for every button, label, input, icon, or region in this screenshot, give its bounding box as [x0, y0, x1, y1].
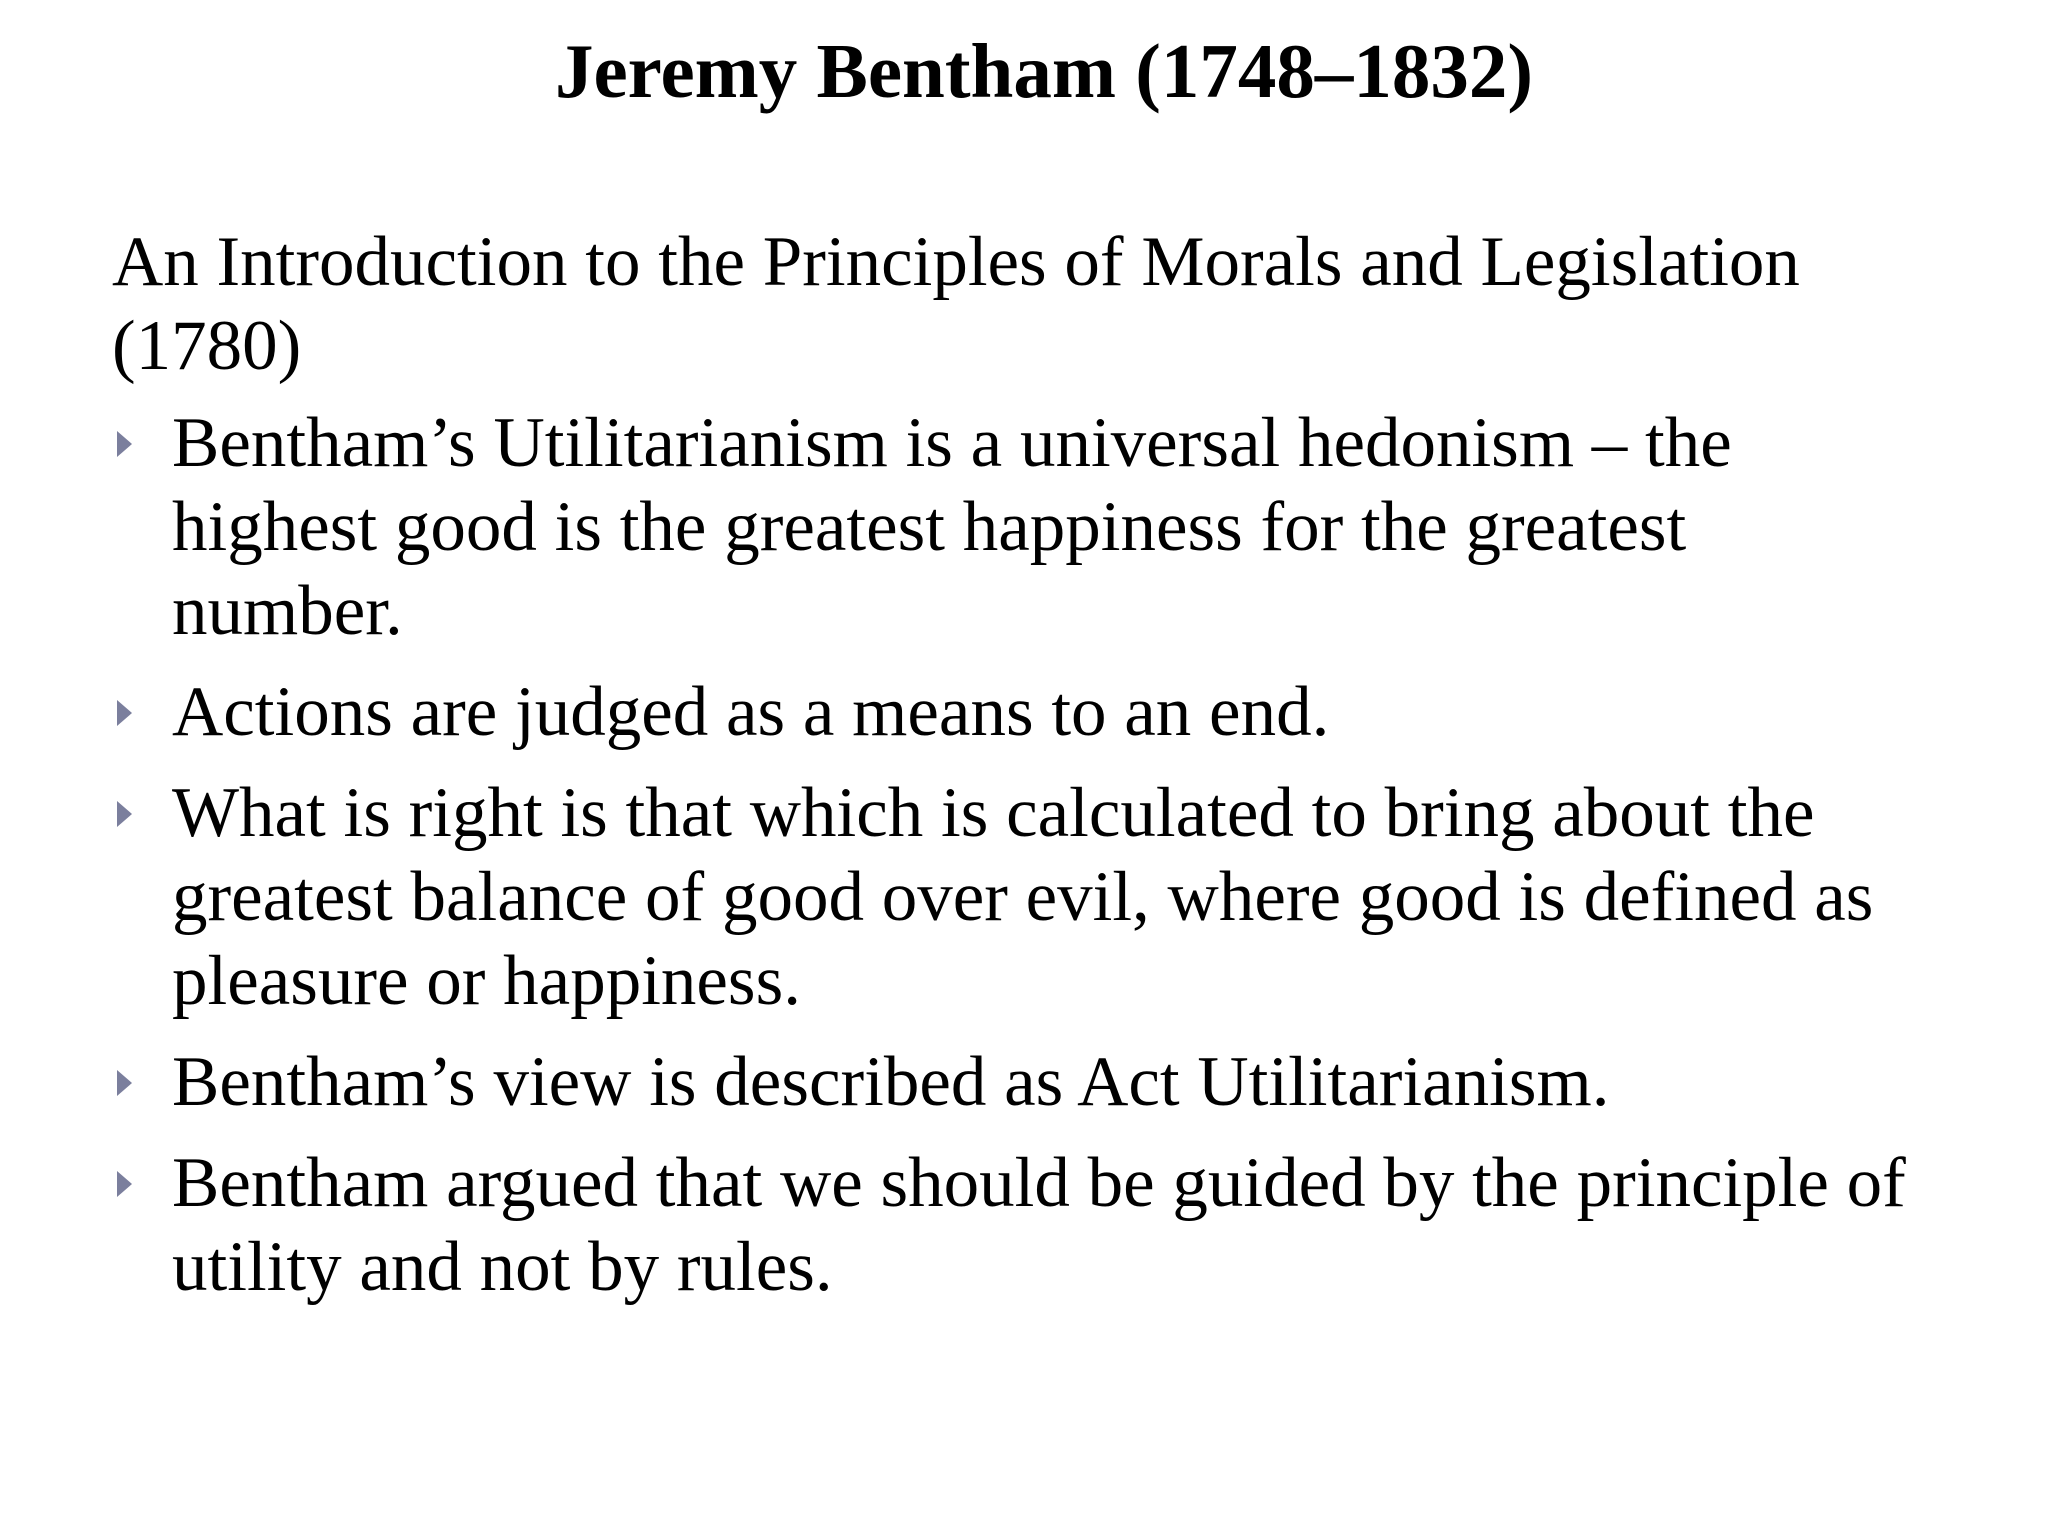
triangle-bullet-icon [117, 1070, 132, 1096]
subtitle-line: An Introduction to the Principles of Morals and Legislation [112, 223, 1800, 301]
bullet-item [112, 401, 1932, 653]
bullet-line: utility and not by rules. [172, 1228, 833, 1306]
bullet-item [112, 670, 1932, 754]
slide-subtitle [112, 220, 1872, 388]
bullet-line: Actions are judged as a means to an end. [172, 673, 1330, 751]
triangle-bullet-icon [117, 1171, 132, 1197]
bullet-line: greatest balance of good over evil, where good is defined as [172, 858, 1874, 936]
bullet-line: highest good is the greatest happiness for the greatest [172, 488, 1687, 566]
bullet-item [112, 1141, 1932, 1309]
bullet-list [112, 401, 1932, 1326]
triangle-bullet-icon [117, 801, 132, 827]
bullet-line: pleasure or happiness. [172, 942, 801, 1020]
bullet-line: What is right is that which is calculated to bring about the [172, 774, 1815, 852]
slide-title: Jeremy Bentham (1748–1832) [554, 28, 1534, 114]
triangle-bullet-icon [117, 700, 132, 726]
triangle-bullet-icon [117, 431, 132, 457]
bullet-item [112, 771, 1932, 1023]
bullet-line: Bentham’s view is described as Act Utilitarianism. [172, 1043, 1610, 1121]
bullet-item [112, 1040, 1932, 1124]
subtitle-line: (1780) [112, 307, 302, 385]
bullet-line: Bentham argued that we should be guided by the principle of [172, 1144, 1906, 1222]
bullet-line: Bentham’s Utilitarianism is a universal hedonism – the [172, 404, 1732, 482]
bullet-line: number. [172, 572, 403, 650]
